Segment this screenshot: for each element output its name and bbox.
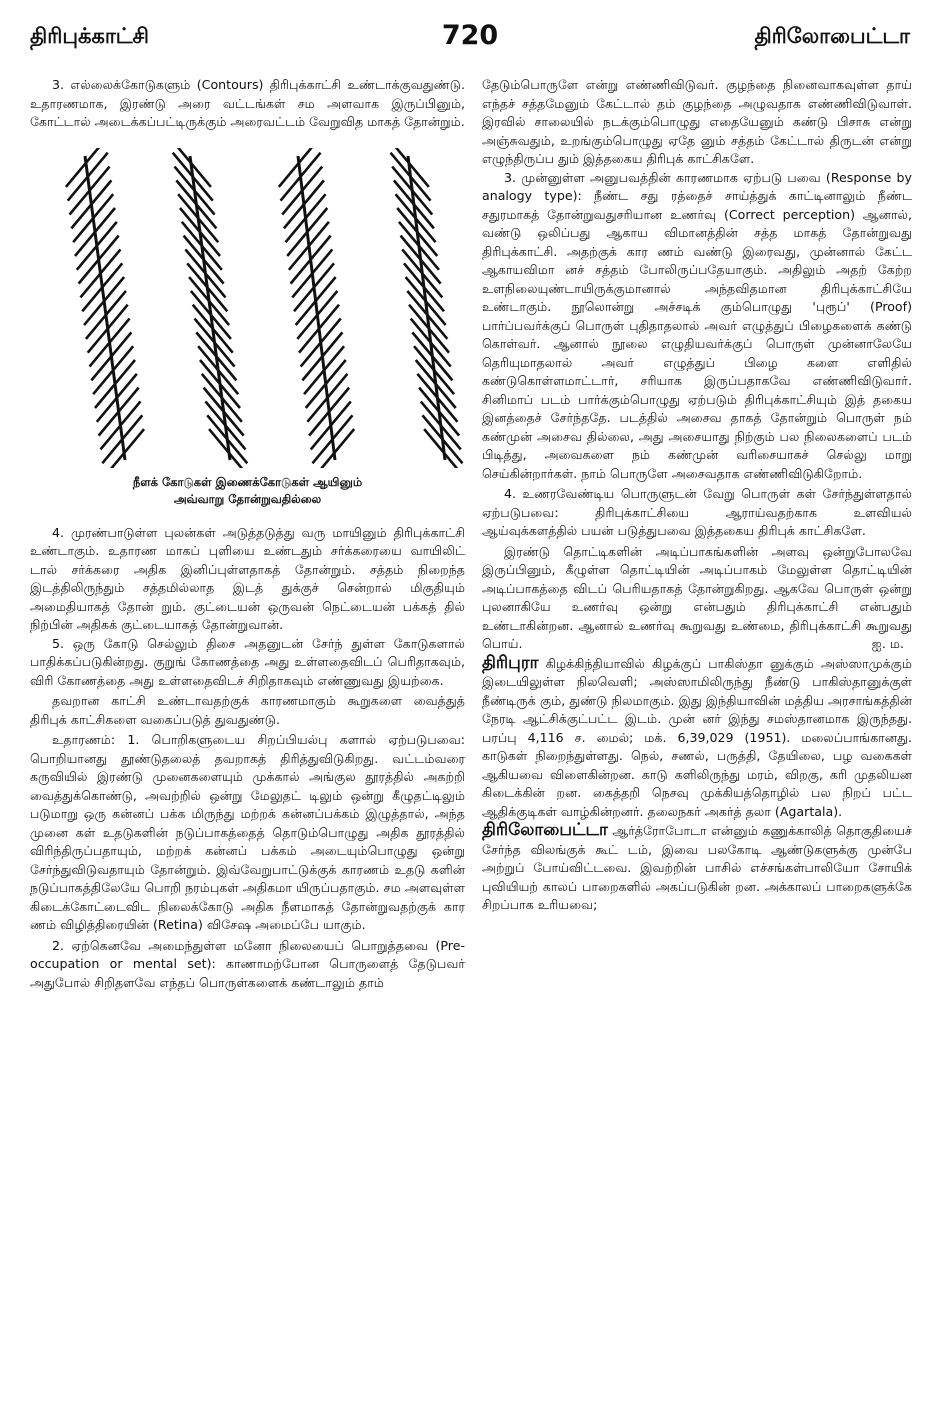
hatch-line: [180, 208, 220, 256]
hatch-line: [175, 166, 215, 214]
entry-heading-tripura: திரிபுரா: [482, 652, 539, 673]
running-title-left: திரிபுக்காட்சி: [30, 24, 149, 48]
illusion-column: [171, 148, 249, 468]
left-column: [30, 76, 465, 1395]
hatch-line: [184, 235, 224, 283]
illusion-column: [389, 148, 464, 468]
tanks-text: இரண்டு தொட்டிகளின் அடிப்பாகங்களின் அளவு ஒன்றுபோலவே இருப்பினும், கீழுள்ள தொட்டியின் அடிப்பாகம் மேலுள்ள தொட்டியின் அடிப்பாகத்தை விடப் பெரியதாகத் தோன்றுகிறது. ஆகவே பொருள் ஒன்று புலனாகியே உணர்வு ஒன்று என்பதும் திரிபுக்காட்சி என்பதும் உண்டாகின்றன. ஆனால் உணர்வு கூறுவது உண்மை, திரிபுக்காட்சி கூறுவது பொய்.: [482, 543, 912, 651]
paragraph-associated-objects: 4. உணரவேண்டிய பொருளுடன் வேறு பொருள் கள் சேர்ந்துள்ளதால் ஏற்படுபவை: திரிபுக்காட்சியை ஆராய்வதற்காக உளவியல் ஆய்வுக்களத்தில் பயன் படுத்துபவை இத்தகைய திரிபுக் காட்சிகளே.: [482, 486, 912, 538]
hatch-line: [176, 180, 216, 228]
hatch-line: [178, 194, 218, 242]
paragraph-contours: 3. எல்லைக்கோடுகளும் (Contours) திரிபுக்காட்சி உண்டாக்குவதுண்டு. உதாரணமாக, இரண்டு அரை வட்டங்கள் சம அளவாக இருப்பினும், கோட்டால் அடைக்கப்பட்டிருக்கும் அரைவட்டம் வேறுவித மாகத் தோன்றும்.: [30, 77, 465, 129]
page-header: [22, 20, 918, 60]
paragraph-continued: தேடும்பொருளே என்று எண்ணிவிடுவர். குழந்தை நினைவாகவுள்ள தாய் எந்தச் சத்தமேனும் கேட்டால் தம் குழந்தை அழுவதாக எண்ணிவிடுவாள். இரவில் சாலையில் நடக்கும்பொழுது எதையேனும் கண்டு பிசாசு என்று அஞ்சுவதும், உறங்கும்பொழுது ஏதே னும் சத்தம் கேட்டால் திருடன் என்று எழுந்திருப்ப தும் இத்தகைய திரிபுக் காட்சிகளே.: [482, 77, 912, 166]
main-line: [408, 156, 445, 460]
paragraph-example-1: உதாரணம்: 1. பொறிகளுடைய சிறப்பியல்பு களால் ஏற்படுபவை: பொறியானது தூண்டுதலைத் தவறாகத் திரித்துவிடுகிறது. வட்டம்வரை கருவியில் இரண்டு முனைகளையும் முக்கால் அங்குல தூரத்தில் அகற்றி வைத்துக்கொண்டு, அவற்றில் ஒன்று மேலுதட் டிலும் ஒன்று கீழுதட்டிலும் படுமாறு ஒரு கன்னப் பக்க மிருந்து மற்றக் கன்னப்பக்கம் இழுத்தால், அந்த முனை கள் உதடுகளின் நடுப்பாகத்தைத் தொடும்பொழுது அதிக தூரத்தில் விரிந்திருப்பதாயும், மற்றக் கன்னப் பக்கம் அடையும்பொழுது ஒன்று சேர்ந்துவிடுவதாயும் தோன்றும். இவ்வேறுபாட்டுக்குக் காரணம் உதடு களின் நடுப்பாகத்திலேயே பொறி நரம்புகள் அதிகமா யிருப்பதாகும். சம அளவுள்ள கிடைக்கோட்டைவிட நிலைக்கோடு அதிக நீளமாகத் தோன்றுவதற்குக் கார ணம் விழித்திரையின் (Retina) விசேஷ அமைப்பே யாகும்.: [30, 732, 465, 932]
illusion-column: [279, 148, 354, 468]
hatch-line: [205, 401, 245, 449]
hatch-line: [204, 387, 244, 435]
hatch-line: [198, 346, 238, 394]
paragraph-example-2: 2. ஏற்கெனவே அமைந்துள்ள மனோ நிலையைப் பொறுத்தவை (Pre-occupation or mental set): காணாமற்போன பொருளைத் தேடுபவர் அதுபோல் சிறிதளவே எந்தப் பொருள்களைக் கண்டாலும் தாம்: [30, 937, 465, 990]
paragraph-tanks: [482, 543, 912, 654]
author-signature: ஐ. ம.: [871, 636, 904, 651]
entry-body-tripura: கிழக்கிந்தியாவில் கிழக்குப் பாகிஸ்தா னுக்கும் அஸ்ஸாமுக்கும் இடையிலுள்ள நிலவெளி; அஸ்ஸாமிலிருந்து நீண்டு பாகிஸ்தானுக்குள் நீண்டிருக் கும், துண்டு நிலமாகும். இது இந்தியாவின் மத்திய அரசாங்கத்தின் நேரடி ஆட்சிக்குட்பட்ட இடம். முன் னர் இந்து சமஸ்தானமாக இருந்தது. பரப்பு 4,116 ச. மைல்; மக். 6,39,029 (1951). மலைப்பாங்கானது. காடுகள் நிறைந்துள்ளது. நெல், சணல், பருத்தி, தேயிலை, பழ வகைகள் ஆகியவை விளைகின்றன. காடு களிலிருந்து மரம், விறகு, கரி முதலியன கிடைக்கின் றன. கைத்தறி நெசவு முக்கியத்தொழில் பல நிறப் பட்ட ஆதிக்குடிகள் வாழ்கின்றனர். தலைநகர் அகர்த் தலா (Agartala).: [482, 655, 912, 819]
hatch-line: [187, 263, 227, 311]
zollner-illusion-figure: [30, 148, 465, 468]
hatch-line: [185, 249, 225, 297]
paragraph-analogy: 3. முன்னுள்ள அனுபவத்தின் காரணமாக ஏற்படு பவை (Response by analogy type): நீண்ட சது ரத்தைச் சாய்த்துக் காட்டினாலும் நீண்ட சதுரமாகத் தோன்றுவதுசரியான உணர்வு (Correct perception) ஆனால், வண்டு ஒலிப்பது ஆகாய விமானத்தின் சத்த மாகத் தோன்றுவது திரிபுக்காட்சி. அதற்குக் கார ணம் வண்டு இரைவது, முன்னால் கேட்ட ஆகாயவிமா னச் சத்தம் போலிருப்பதேயாகும். அதிலும் அதற் கேற்ற உளநிலையுண்டாயிருக்குமானால் அந்தவிதமான திரிபுக்காட்சியே உண்டாகும். நூலொன்று அச்சடிக் கும்பொழுது 'புரூப்' (Proof) பார்ப்பவர்க்குப் பொருள் புதிதாதலால் அவர் எழுத்துப் பிழைகளைக் கண்டு கொள்வர். ஆனால் நூலை எழுதியவர்க்குப் பொருள் முன்னாலேயே தெரியுமாதலால் அவர் எழுத்துப் பிழை களை எளிதில் கண்டுகொள்ளமாட்டார், சரியாக இருப்பதாகவே எண்ணிவிடுவார். சினிமாப் படம் பார்க்கும்பொழுது ஏற்படும் திரிபுக்காட்சியும் இத் தகைய இனத்தைச் சேர்ந்ததே. படத்தில் அசைவ தாகத் தோன்றும் பொருள் நம் கண்முன் அசைவ தில்லை, அது அசையாது நிற்கும் பல நிலைகளைப் படம் பிடித்து, அவைகளை நம் கண்முன் வரிசையாகச் செல்லு மாறு செய்கின்றார்கள். நாம் பொருளே அசைவதாக எண்ணிவிடுகிறோம்.: [482, 169, 912, 481]
hatch-line: [207, 415, 247, 463]
entry-tripura: [482, 654, 912, 822]
main-line: [85, 156, 125, 460]
zollner-illusion-drawing: [30, 148, 465, 468]
paragraph-classification: தவறான காட்சி உண்டாவதற்குக் காரணமாகும் கூறுகளை வைத்துத் திரிபுக் காட்சிகளை வகைப்படுத் துவதுண்டு.: [30, 693, 465, 727]
entry-heading-trilobita: திரிலோபைட்டா: [482, 820, 608, 840]
paragraph-line-direction: 5. ஒரு கோடு செல்லும் திசை அதனுடன் சேர்ந் துள்ள கோடுகளால் பாதிக்கப்படுகின்றது. குறுங் கோணத்தை அது உள்ளதைவிடப் பெரிதாகவும், விரி கோணத்தை அது உள்ளதைவிடச் சிறிதாகவும் எண்ணுவது இயற்கை.: [30, 635, 465, 688]
hatch-line: [182, 221, 222, 269]
entry-trilobita: [482, 821, 912, 915]
right-column: [482, 76, 912, 1395]
figure-caption: [30, 474, 465, 508]
paragraph-contrast: 4. முரண்பாடுள்ள புலன்கள் அடுத்தடுத்து வரு மாயினும் திரிபுக்காட்சி உண்டாகும். உதாரண மாகப் புளியை உண்டதும் சர்க்கரையை வாயிலிட் டால் சர்க்கரை அதிக இனிப்புள்ளதாகத் தோன்றும். சத்தம் நிறைந்த இடத்திலிருந்தும் சத்தமில்லாத இடத் துக்குச் சென்றால் மிகுதியும் அமைதியாகத் தோன் றும். குட்டையன் ஒருவன் நெட்டையன் பக்கத் தில் நிற்பின் அதிகக் குட்டையாகத் தோன்றுவான்.: [30, 524, 465, 632]
hatch-line: [196, 332, 236, 380]
hatch-line: [193, 304, 233, 352]
figure-caption-line-2: அவ்வாறு தோன்றுவதில்லை: [173, 491, 322, 506]
hatch-line: [191, 290, 231, 338]
illusion-column: [66, 148, 144, 468]
figure-caption-line-1: நீளக் கோடுகள் இணைக்கோடுகள் ஆயினும்: [132, 474, 363, 489]
main-line: [298, 156, 335, 460]
hatch-line: [200, 360, 240, 408]
hatch-line: [189, 277, 229, 325]
entry-body-trilobita: ஆர்த்ரோபோடா என்னும் கணுக்காலித் தொகுதியைச் சேர்ந்த விலங்குக் கூட் டம், இவை பலகோடி ஆண்டுகளுக்கு முன்பே அற்றுப் போய்விட்டவை. இவற்றின் பாசில் எச்சங்கள்பாலியோ சோயிக் புவியியற் காலப் பாறைகளில் அகப்படுகின் றன. அக்காலப் பாறைகளுக்கே சிறப்பாக உரியவை;: [482, 823, 912, 912]
page-number: 720: [441, 20, 499, 51]
hatch-line: [195, 318, 235, 366]
hatch-line: [173, 152, 213, 200]
running-title-right: திரிலோபைட்டா: [754, 24, 910, 48]
hatch-line: [202, 373, 242, 421]
